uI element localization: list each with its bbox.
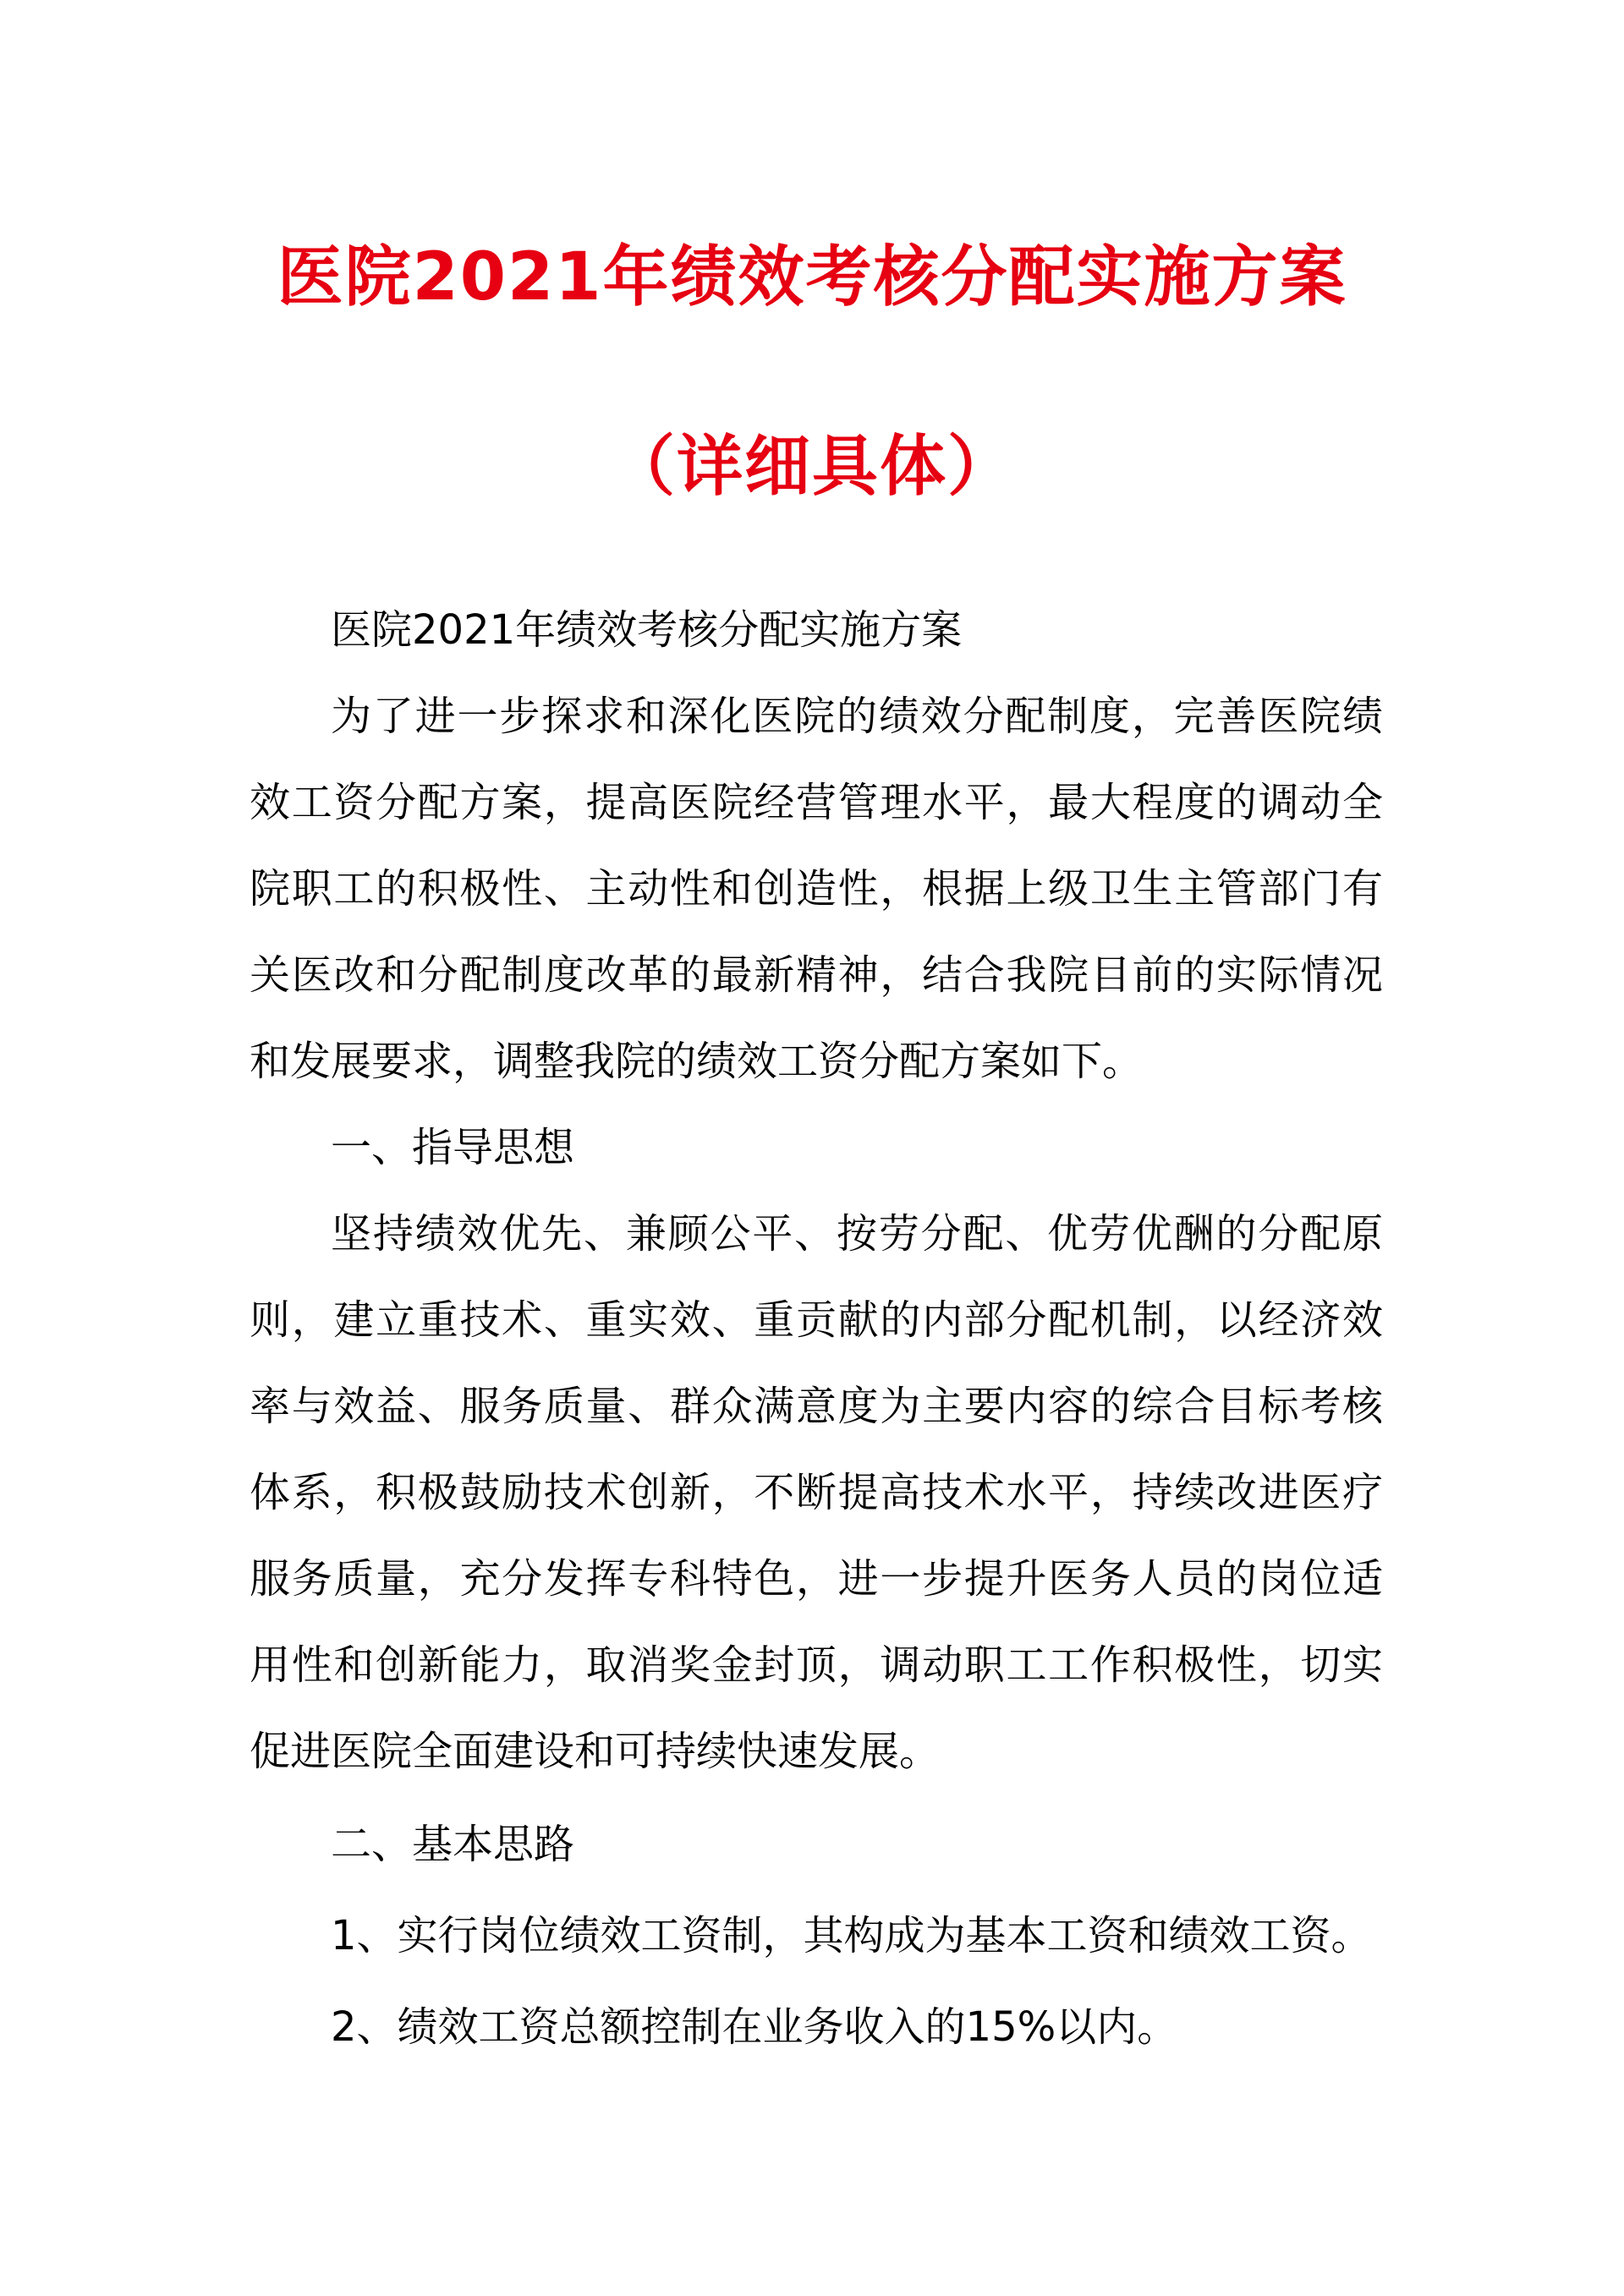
section-heading-guiding-ideology: 一、指导思想 (331, 1124, 575, 1171)
document-title: 医院2021年绩效考核分配实施方案 (277, 239, 1347, 315)
paragraph-intro: 为了进一步探求和深化医院的绩效分配制度，完善医院绩效工资分配方案，提高医院经营管理水平，最大程度的调动全院职工的积极性、主动性和创造性，根据上级卫生主管部门有关医改和分配制度改革的最新精神，结合我院目前的实际情况和发展要求，调整我院的绩效工资分配方案如下。 (250, 693, 1383, 1085)
section-heading-basic-approach: 二、基本思路 (331, 1821, 575, 1868)
document-subtitle: （详细具体） (608, 429, 1015, 505)
list-item-2: 2、绩效工资总额控制在业务收入的15%以内。 (331, 2003, 1178, 2051)
list-item-1: 1、实行岗位绩效工资制，其构成为基本工资和绩效工资。 (331, 1912, 1372, 1959)
paragraph-heading-repeat: 医院2021年绩效考核分配实施方案 (331, 606, 963, 654)
paragraph-guiding-ideology: 坚持绩效优先、兼顾公平、按劳分配、优劳优酬的分配原则，建立重技术、重实效、重贡献的内部分配机制，以经济效率与效益、服务质量、群众满意度为主要内容的综合目标考核体系，积极鼓励技术创新，不断提高技术水平，持续改进医疗服务质量，充分发挥专科特色，进一步提升医务人员的岗位适用性和创新能力，取消奖金封顶，调动职工工作积极性，切实促进医院全面建设和可持续快速发展。 (250, 1210, 1383, 1775)
document-body (250, 587, 1383, 2070)
